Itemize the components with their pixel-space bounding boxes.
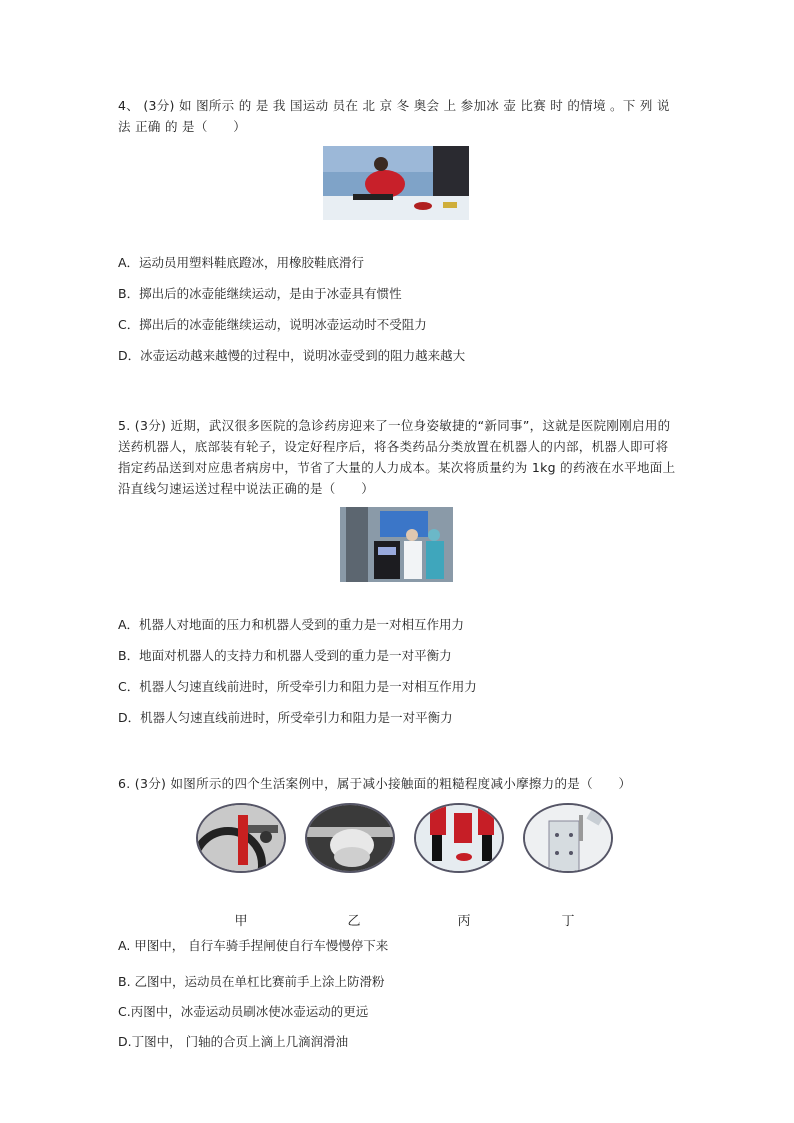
- question-5-option-c[interactable]: C．机器人匀速直线前进时，所受牵引力和阻力是一对相互作用力: [118, 679, 477, 694]
- question-5-option-d[interactable]: D．机器人匀速直线前进时，所受牵引力和阻力是一对平衡力: [118, 710, 453, 725]
- question-4-option-c[interactable]: C．掷出后的冰壶能继续运动，说明冰壶运动时不受阻力: [118, 317, 427, 332]
- caption-jia: 甲: [234, 914, 248, 929]
- curling-athlete-photo: [323, 146, 469, 220]
- question-6-option-b[interactable]: B. 乙图中，运动员在单杠比赛前手上涂上防滑粉: [118, 974, 385, 989]
- question-6-option-d[interactable]: D.丁图中， 门轴的合页上滴上几滴润滑油: [118, 1034, 349, 1049]
- question-5-stem: 5. (3分) 近期，武汉很多医院的急诊药房迎来了一位身姿敏捷的“新同事”，这就是医院刚刚启用的送药机器人，底部装有轮子，设定好程序后，将各类药品分类放置在机器人的内部，机器人即可将指定药品送到对应患者病房中，节省了大量的人力成本。某次将质量约为 1kg 的药液在水平地面上沿直线匀速运送过程中说法正确的是（ ）: [118, 418, 676, 496]
- caption-ding: 丁: [561, 914, 575, 929]
- question-4-stem: 4、 (3分) 如 图所示 的 是 我 国运动 员在 北 京 冬 奥会 上 参加冰 壶 比赛 时 的情境 。下 列 说法 正确 的 是（ ）: [118, 98, 670, 134]
- question-6-option-a[interactable]: A. 甲图中， 自行车骑手捏闸使自行车慢慢停下来: [118, 938, 389, 953]
- question-5-option-a[interactable]: A．机器人对地面的压力和机器人受到的重力是一对相互作用力: [118, 617, 465, 632]
- door-hinge-oil-image: [523, 803, 613, 873]
- delivery-robot-photo: [340, 507, 453, 582]
- caption-yi: 乙: [347, 914, 361, 929]
- caption-bing: 丙: [457, 914, 471, 929]
- curling-sweeping-image: [414, 803, 504, 873]
- hands-on-bar-image: [305, 803, 395, 873]
- question-5-option-b[interactable]: B．地面对机器人的支持力和机器人受到的重力是一对平衡力: [118, 648, 452, 663]
- question-4-option-a[interactable]: A．运动员用塑料鞋底蹬冰，用橡胶鞋底滑行: [118, 255, 365, 270]
- question-4-option-b[interactable]: B．掷出后的冰壶能继续运动，是由于冰壶具有惯性: [118, 286, 402, 301]
- question-4-option-d[interactable]: D．冰壶运动越来越慢的过程中，说明冰壶受到的阻力越来越大: [118, 348, 466, 363]
- bicycle-brake-image: [196, 803, 286, 873]
- question-6-stem: 6. (3分) 如图所示的四个生活案例中，属于减小接触面的粗糙程度减小摩擦力的是（ ）: [118, 776, 632, 791]
- question-6-option-c[interactable]: C.丙图中，冰壶运动员刷冰使冰壶运动的更远: [118, 1004, 369, 1019]
